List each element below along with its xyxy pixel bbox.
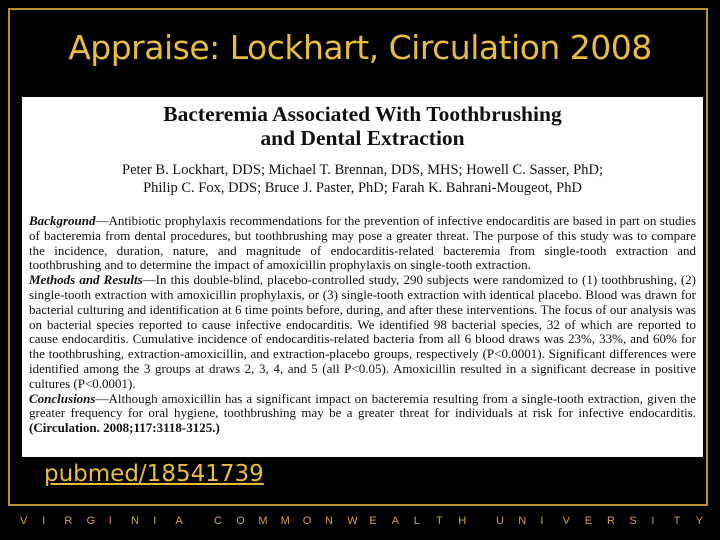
footer-letter: W bbox=[347, 515, 358, 527]
citation: (Circulation. 2008;117:3118-3125.) bbox=[29, 420, 220, 436]
footer-letter: N bbox=[325, 515, 333, 527]
conclusions-text: —Although amoxicillin has a significant impact on bacteremia resulting from a single-tooth extraction, given the greater frequency for oral hygiene, toothbrushing may be a greater threat for individuals at risk for infective endocarditis. bbox=[29, 390, 696, 421]
footer-letter: N bbox=[518, 515, 527, 527]
footer-letter: I bbox=[153, 515, 157, 527]
footer-letter: M bbox=[258, 515, 268, 527]
footer-letter: T bbox=[673, 515, 681, 527]
footer-letter: E bbox=[584, 515, 593, 527]
footer-letter: O bbox=[302, 515, 312, 527]
background-label: Background bbox=[29, 213, 96, 228]
pubmed-link[interactable]: pubmed/18541739 bbox=[44, 461, 264, 487]
footer-letter: E bbox=[369, 515, 377, 527]
paper-title-line-2: and Dental Extraction bbox=[260, 126, 465, 150]
footer-letter: I bbox=[651, 515, 655, 527]
paper-abstract-image bbox=[22, 97, 703, 457]
footer-letter: I bbox=[540, 515, 544, 527]
footer-letter: N bbox=[131, 515, 139, 527]
paper-authors bbox=[22, 161, 703, 197]
footer-university-name bbox=[0, 510, 720, 540]
footer-letter: C bbox=[214, 515, 222, 527]
paper-title bbox=[22, 102, 703, 150]
paper-title-line-1: Bacteremia Associated With Toothbrushing bbox=[163, 102, 562, 126]
footer-letter: V bbox=[562, 515, 570, 527]
footer-letter: R bbox=[64, 515, 73, 527]
footer-letter: V bbox=[20, 515, 28, 527]
authors-line-1: Peter B. Lockhart, DDS; Michael T. Brennan, DDS, MHS; Howell C. Sasser, PhD; bbox=[122, 162, 603, 178]
footer-letter: R bbox=[607, 515, 615, 527]
footer-letter: G bbox=[86, 515, 96, 527]
footer-letter: A bbox=[175, 515, 183, 527]
conclusions-label: Conclusions bbox=[29, 390, 96, 406]
footer-letter: S bbox=[629, 515, 637, 527]
footer-letter: A bbox=[391, 515, 399, 527]
footer-letter: T bbox=[436, 515, 443, 527]
methods-text: —In this double-blind, placebo-controlled study, 290 subjects were randomized to (1) toothbrushing, (2) single-tooth extraction with amoxicillin prophylaxis, or (3) single-tooth extraction with identical placebo. Blood was drawn for bacterial culturing and identification at 6 time points before, during, and after these interventions. The focus of our analysis was on bacterial species reported to cause infective endocarditis. We identified 98 bacterial species, 32 of which are reported to cause endocarditis. Cumulative incidence of endocarditis-related bacteria from all 6 blood draws was 23%, 33%, and 60% for the toothbrushing, extraction-amoxicillin, and extraction-placebo groups, respectively (P<0.0001). Significant differences were identified among the 3 groups at draws 2, 3, 4, and 5 (all P<0.05). Amoxicillin resulted in a significant decrease in positive cultures (P<0.0001). bbox=[29, 272, 696, 391]
footer-letter: M bbox=[280, 515, 290, 527]
footer-letter: I bbox=[42, 515, 46, 527]
background-text: —Antibiotic prophylaxis recommendations for the prevention of infective endocarditis are based in part on studies of bacteremia from dental procedures, but toothbrushing may pose a greater threat. The purpose of this study was to compare the incidence, duration, nature, and magnitude of endocarditis-related bacteremia from single-tooth extraction and toothbrushing and to determine the impact of amoxicillin prophylaxis on single-tooth extraction. bbox=[29, 213, 696, 273]
abstract-methods bbox=[29, 273, 696, 391]
footer-letter: I bbox=[108, 515, 112, 527]
slide-title: Appraise: Lockhart, Circulation 2008 bbox=[68, 28, 652, 67]
abstract-body bbox=[29, 214, 696, 436]
footer-letter: U bbox=[496, 515, 504, 527]
authors-line-2: Philip C. Fox, DDS; Bruce J. Paster, PhD; Farah K. Bahrani-Mougeot, PhD bbox=[143, 180, 582, 196]
abstract-conclusions bbox=[29, 392, 696, 436]
footer-letter: L bbox=[413, 515, 420, 527]
footer-letter: O bbox=[236, 515, 245, 527]
methods-label: Methods and Results bbox=[29, 272, 143, 288]
footer-letter: Y bbox=[695, 515, 704, 527]
abstract-background bbox=[29, 214, 696, 273]
footer-letter: H bbox=[458, 515, 467, 527]
